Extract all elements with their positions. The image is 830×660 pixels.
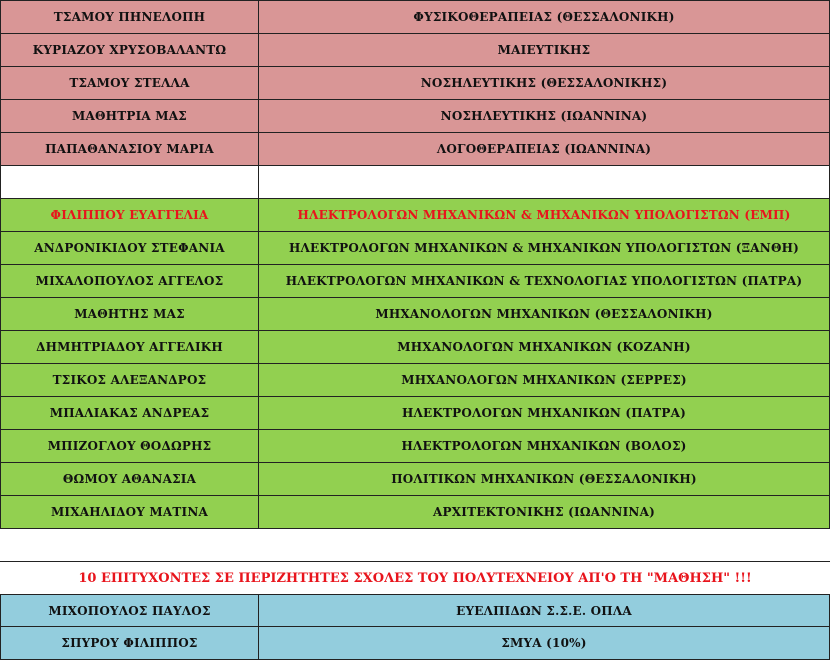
- student-name: ΜΙΧΑΛΟΠΟΥΛΟΣ ΑΓΓΕΛΟΣ: [0, 265, 259, 298]
- table-row: [0, 67, 830, 100]
- table-row: [0, 430, 830, 463]
- student-name: ΜΑΘΗΤΡΙΑ ΜΑΣ: [0, 100, 259, 133]
- student-name: ΤΣΙΚΟΣ ΑΛΕΞΑΝΔΡΟΣ: [0, 364, 259, 397]
- school-name: ΗΛΕΚΤΡΟΛΟΓΩΝ ΜΗΧΑΝΙΚΩΝ (ΠΑΤΡΑ): [259, 397, 830, 430]
- table-row: [0, 463, 830, 496]
- student-name: ΤΣΑΜΟΥ ΣΤΕΛΛΑ: [0, 67, 259, 100]
- school-name: ΗΛΕΚΤΡΟΛΟΓΩΝ ΜΗΧΑΝΙΚΩΝ & ΤΕΧΝΟΛΟΓΙΑΣ ΥΠΟΛΟΓΙΣΤΩΝ (ΠΑΤΡΑ): [259, 265, 830, 298]
- table-row: [0, 496, 830, 529]
- school-name: ΜΗΧΑΝΟΛΟΓΩΝ ΜΗΧΑΝΙΚΩΝ (ΘΕΣΣΑΛΟΝΙΚΗ): [259, 298, 830, 331]
- student-name: ΑΝΔΡΟΝΙΚΙΔΟΥ ΣΤΕΦΑΝΙΑ: [0, 232, 259, 265]
- student-name: ΜΠΑΛΙΑΚΑΣ ΑΝΔΡΕΑΣ: [0, 397, 259, 430]
- school-name: ΣΜΥΑ (10%): [259, 627, 830, 660]
- school-name: ΜΗΧΑΝΟΛΟΓΩΝ ΜΗΧΑΝΙΚΩΝ (ΚΟΖΑΝΗ): [259, 331, 830, 364]
- table-row: [0, 627, 830, 660]
- student-name: ΤΣΑΜΟΥ ΠΗΝΕΛΟΠΗ: [0, 1, 259, 34]
- table-row: [0, 397, 830, 430]
- school-name: ΗΛΕΚΤΡΟΛΟΓΩΝ ΜΗΧΑΝΙΚΩΝ & ΜΗΧΑΝΙΚΩΝ ΥΠΟΛΟΓΙΣΤΩΝ (ΕΜΠ): [259, 199, 830, 232]
- school-name: ΠΟΛΙΤΙΚΩΝ ΜΗΧΑΝΙΚΩΝ (ΘΕΣΣΑΛΟΝΙΚΗ): [259, 463, 830, 496]
- school-name: ΕΥΕΛΠΙΔΩΝ Σ.Σ.Ε. ΟΠΛΑ: [259, 595, 830, 627]
- table-row: [0, 364, 830, 397]
- success-banner: 10 ΕΠΙΤΥΧΟΝΤΕΣ ΣΕ ΠΕΡΙΖΗΤΗΤΕΣ ΣΧΟΛΕΣ ΤΟΥ ΠΟΛΥΤΕΧΝΕΙΟΥ ΑΠ'Ο ΤΗ "ΜΑΘΗΣΗ" !!!: [0, 561, 830, 594]
- student-name: ΜΙΧΟΠΟΥΛΟΣ ΠΑΥΛΟΣ: [0, 595, 259, 627]
- table-row: [0, 133, 830, 166]
- school-name: ΑΡΧΙΤΕΚΤΟΝΙΚΗΣ (ΙΩΑΝΝΙΝΑ): [259, 496, 830, 529]
- empty-cell: [0, 166, 259, 199]
- school-name: ΗΛΕΚΤΡΟΛΟΓΩΝ ΜΗΧΑΝΙΚΩΝ & ΜΗΧΑΝΙΚΩΝ ΥΠΟΛΟΓΙΣΤΩΝ (ΞΑΝΘΗ): [259, 232, 830, 265]
- table-row: [0, 331, 830, 364]
- school-name: ΝΟΣΗΛΕΥΤΙΚΗΣ (ΙΩΑΝΝΙΝΑ): [259, 100, 830, 133]
- table-row: [0, 298, 830, 331]
- school-name: ΝΟΣΗΛΕΥΤΙΚΗΣ (ΘΕΣΣΑΛΟΝΙΚΗΣ): [259, 67, 830, 100]
- student-name: ΜΠΙΖΟΓΛΟΥ ΘΟΔΩΡΗΣ: [0, 430, 259, 463]
- school-name: ΗΛΕΚΤΡΟΛΟΓΩΝ ΜΗΧΑΝΙΚΩΝ (ΒΟΛΟΣ): [259, 430, 830, 463]
- table-row: [0, 100, 830, 133]
- table-row: [0, 0, 830, 34]
- school-name: ΜΑΙΕΥΤΙΚΗΣ: [259, 34, 830, 67]
- student-name: ΣΠΥΡΟΥ ΦΙΛΙΠΠΟΣ: [0, 627, 259, 660]
- student-name: ΚΥΡΙΑΖΟΥ ΧΡΥΣΟΒΑΛΑΝΤΩ: [0, 34, 259, 67]
- student-name: ΜΑΘΗΤΗΣ ΜΑΣ: [0, 298, 259, 331]
- table-row-highlighted: [0, 199, 830, 232]
- table-row: [0, 232, 830, 265]
- table-row: [0, 265, 830, 298]
- school-name: ΛΟΓΟΘΕΡΑΠΕΙΑΣ (ΙΩΑΝΝΙΝΑ): [259, 133, 830, 166]
- student-name: ΔΗΜΗΤΡΙΑΔΟΥ ΑΓΓΕΛΙΚΗ: [0, 331, 259, 364]
- student-name: ΘΩΜΟΥ ΑΘΑΝΑΣΙΑ: [0, 463, 259, 496]
- student-name: ΦΙΛΙΠΠΟΥ ΕΥΑΓΓΕΛΙΑ: [0, 199, 259, 232]
- table-row: [0, 594, 830, 627]
- school-name: ΜΗΧΑΝΟΛΟΓΩΝ ΜΗΧΑΝΙΚΩΝ (ΣΕΡΡΕΣ): [259, 364, 830, 397]
- student-name: ΠΑΠΑΘΑΝΑΣΙΟΥ ΜΑΡΙΑ: [0, 133, 259, 166]
- student-name: ΜΙΧΑΗΛΙΔΟΥ ΜΑΤΙΝΑ: [0, 496, 259, 529]
- table-row: [0, 34, 830, 67]
- empty-cell: [259, 166, 830, 199]
- school-name: ΦΥΣΙΚΟΘΕΡΑΠΕΙΑΣ (ΘΕΣΣΑΛΟΝΙΚΗ): [259, 1, 830, 34]
- blank-row: [0, 166, 830, 199]
